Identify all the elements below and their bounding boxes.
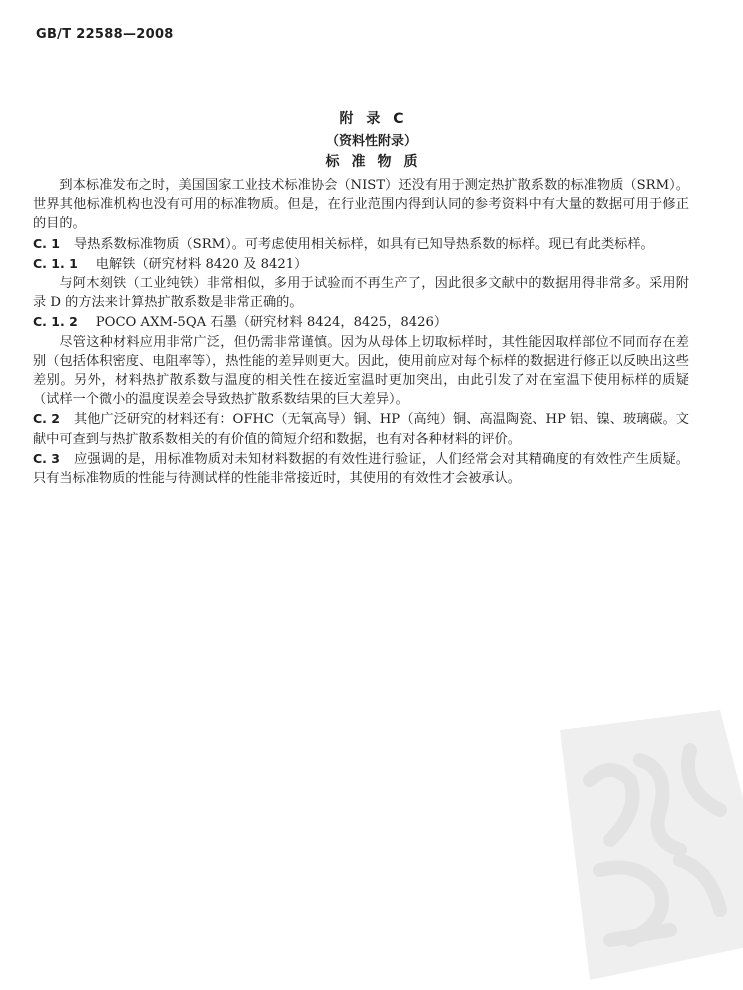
clause-text: 应强调的是，用标准物质对未知材料数据的有效性进行验证，人们经常会对其精确度的有效性产生质疑。只有当标准物质的性能与待测试样的性能非常接近时，其使用的有效性才会被承认。 <box>33 451 689 487</box>
clause-number: C. 1. 2 <box>33 314 78 330</box>
appendix-subject: 标准物质 <box>325 154 430 170</box>
appendix-type: （资料性附录） <box>325 134 417 149</box>
clause-heading: 电解铁（研究材料 8420 及 8421） <box>95 256 308 272</box>
intro-paragraph: 到本标准发布之时，美国国家工业技术标准协会（NIST）还没有用于测定热扩散系数的标准物质（SRM）。世界其他标准机构也没有可用的标准物质。但是，在行业范围内得到认同的参考资料中有大量的数据可用于修正的目的。 <box>33 178 689 232</box>
clause-c1-1-heading <box>33 254 689 274</box>
clause-number: C. 1 <box>33 235 60 251</box>
clause-c3 <box>33 449 689 488</box>
clause-c1-2-text: 尽管这种材料应用非常广泛，但仍需非常谨慎。因为从母体上切取标样时，其性能因取样部位不同而存在差别（包括体积密度、电阻率等），热性能的差异则更大。因此，使用前应对每个标样的数据进行修正以反映出这些差别。另外，材料热扩散系数与温度的相关性在接近室温时更加突出，由此引发了对在室温下使用标样的质疑（试样一个微小的温度误差会导致热扩散系数结果的巨大差异）。 <box>33 334 689 408</box>
seal-watermark-icon <box>490 690 743 990</box>
clause-number: C. 3 <box>33 450 60 466</box>
standard-number: GB/T 22588—2008 <box>36 27 174 42</box>
clause-heading: POCO AXM-5QA 石墨（研究材料 8424，8425，8426） <box>95 315 448 331</box>
clause-c1-2-heading <box>33 312 689 332</box>
clause-number: C. 1. 1 <box>33 255 78 271</box>
clause-number: C. 2 <box>33 411 60 427</box>
clause-c1 <box>33 234 689 254</box>
document-body <box>33 176 689 488</box>
clause-c1-1-text: 与阿木刻铁（工业纯铁）非常相似，多用于试验而不再生产了，因此很多文献中的数据用得非常多。采用附录 D 的方法来计算热扩散系数是非常正确的。 <box>33 276 689 311</box>
appendix-title: 附 录 C <box>339 111 404 127</box>
clause-c2 <box>33 409 689 448</box>
clause-text: 导热系数标准物质（SRM）。可考虑使用相关标样，如具有已知导热系数的标样。现已有此类标样。 <box>73 236 654 252</box>
clause-text: 其他广泛研究的材料还有：OFHC（无氧高导）铜、HP（高纯）铜、高温陶瓷、HP 铝、镍、玻璃碳。文献中可查到与热扩散系数相关的有价值的简短介绍和数据，也有对各种材料的评价。 <box>33 412 689 447</box>
